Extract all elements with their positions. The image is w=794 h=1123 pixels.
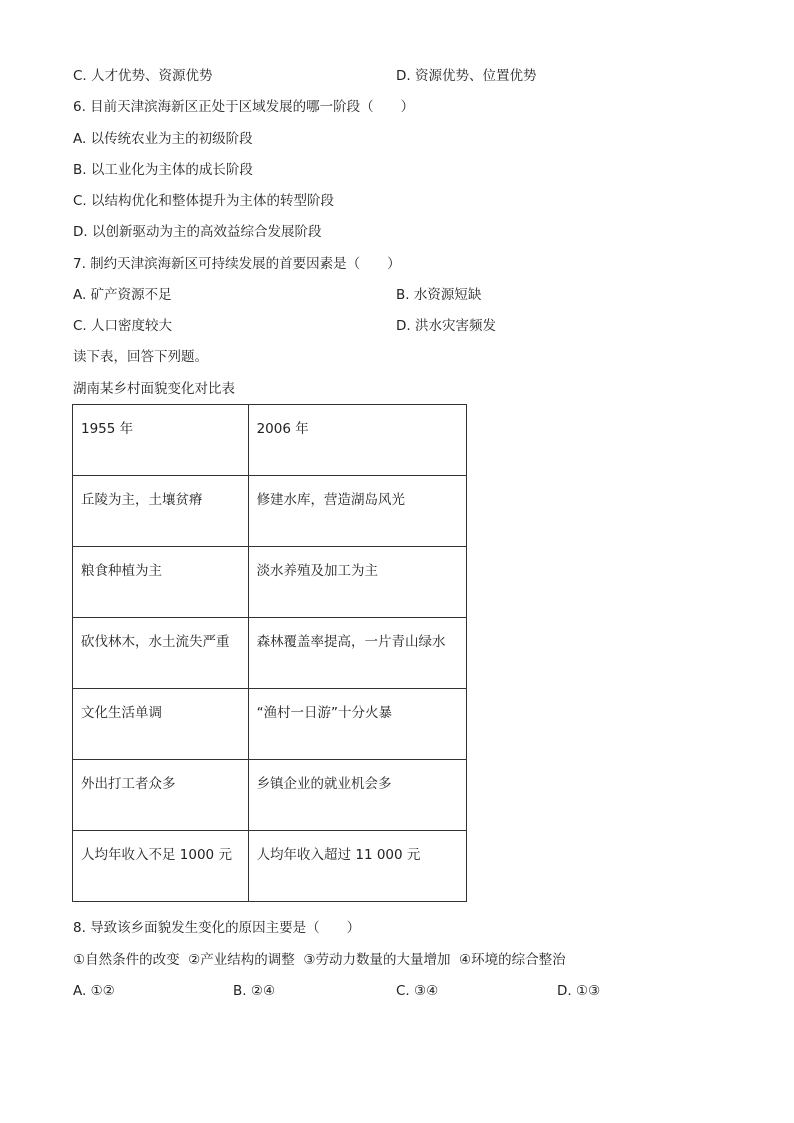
- q8-choices: ①自然条件的改变 ②产业结构的调整 ③劳动力数量的大量增加 ④环境的综合整治: [73, 952, 566, 968]
- table-cell: 外出打工者众多: [73, 760, 249, 831]
- q6-option-d: D. 以创新驱动为主的高效益综合发展阶段: [73, 224, 322, 240]
- q7-option-a: A. 矿产资源不足: [73, 287, 172, 303]
- table-row: [73, 760, 467, 831]
- table-row: [73, 689, 467, 760]
- table-cell: “渔村一日游”十分火暴: [248, 689, 466, 760]
- table-cell: 淡水养殖及加工为主: [248, 547, 466, 618]
- table-cell: 文化生活单调: [73, 689, 249, 760]
- table-cell: 砍伐林木，水土流失严重: [73, 618, 249, 689]
- table-cell: 粮食种植为主: [73, 547, 249, 618]
- table-cell: 人均年收入超过 11 000 元: [248, 831, 466, 902]
- table-caption: 湖南某乡村面貌变化对比表: [73, 381, 235, 397]
- table-row: [73, 405, 467, 476]
- q5-option-d: D. 资源优势、位置优势: [396, 68, 537, 84]
- comparison-table: [72, 404, 467, 902]
- q8-stem: 8. 导致该乡面貌发生变化的原因主要是（ ）: [73, 920, 361, 936]
- table-cell: 修建水库，营造湖岛风光: [248, 476, 466, 547]
- table-intro: 读下表，回答下列题。: [73, 349, 208, 365]
- table-row: [73, 476, 467, 547]
- table-cell: 丘陵为主，土壤贫瘠: [73, 476, 249, 547]
- table-row: [73, 547, 467, 618]
- q8-option-c: C. ③④: [396, 983, 439, 999]
- table-cell: 乡镇企业的就业机会多: [248, 760, 466, 831]
- q6-stem: 6. 目前天津滨海新区正处于区域发展的哪一阶段（ ）: [73, 99, 415, 115]
- q8-option-b: B. ②④: [233, 983, 276, 999]
- table-cell: 2006 年: [248, 405, 466, 476]
- q7-option-b: B. 水资源短缺: [396, 287, 482, 303]
- q7-option-c: C. 人口密度较大: [73, 318, 173, 334]
- q7-stem: 7. 制约天津滨海新区可持续发展的首要因素是（ ）: [73, 256, 401, 272]
- table-row: [73, 618, 467, 689]
- q6-option-b: B. 以工业化为主体的成长阶段: [73, 162, 253, 178]
- q8-option-d: D. ①③: [557, 983, 601, 999]
- q6-option-a: A. 以传统农业为主的初级阶段: [73, 131, 253, 147]
- table-cell: 人均年收入不足 1000 元: [73, 831, 249, 902]
- table-row: [73, 831, 467, 902]
- q8-option-a: A. ①②: [73, 983, 115, 999]
- q6-option-c: C. 以结构优化和整体提升为主体的转型阶段: [73, 193, 335, 209]
- table-cell: 1955 年: [73, 405, 249, 476]
- q7-option-d: D. 洪水灾害频发: [396, 318, 496, 334]
- q5-option-c: C. 人才优势、资源优势: [73, 68, 213, 84]
- table-cell: 森林覆盖率提高，一片青山绿水: [248, 618, 466, 689]
